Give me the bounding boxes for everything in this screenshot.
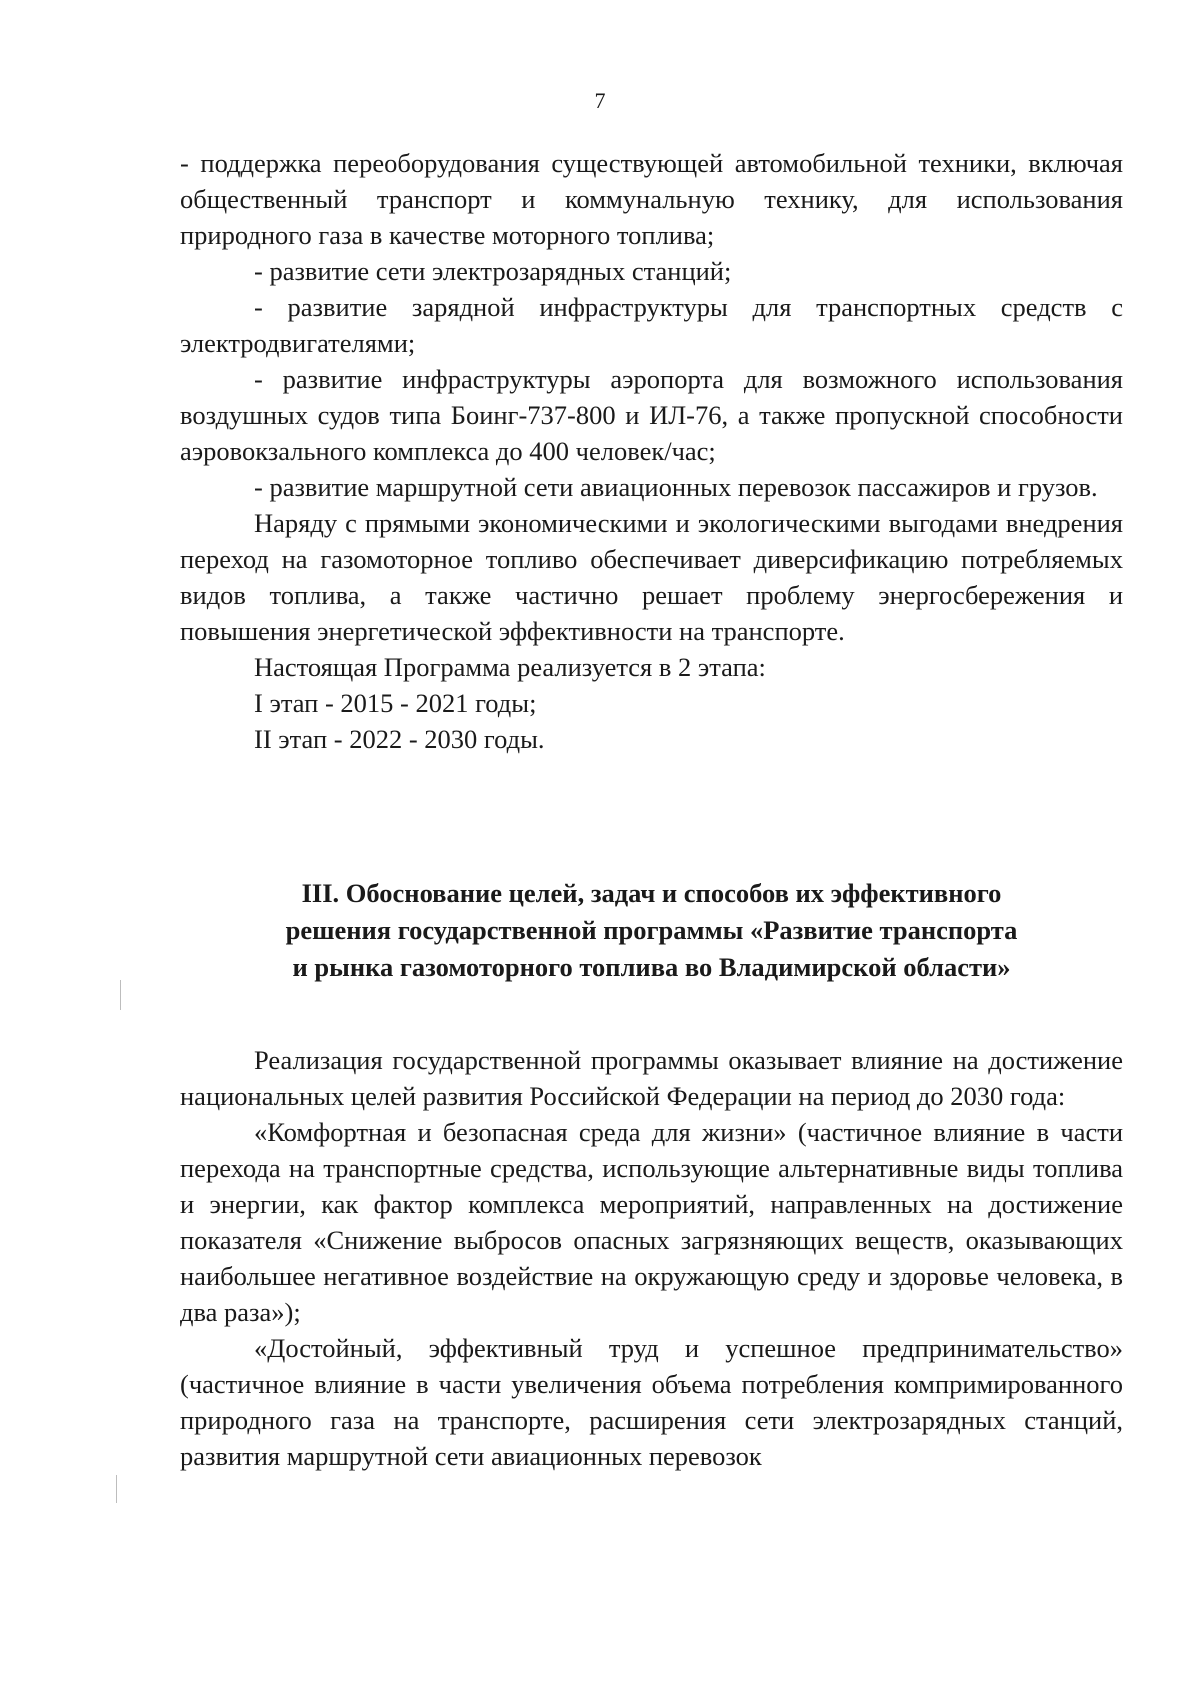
section-heading-line-2: решения государственной программы «Развитие транспорта — [285, 915, 1018, 945]
body-text-section-2 — [180, 1042, 1123, 1474]
list-item-gas-conversion: - поддержка переоборудования существующей автомобильной техники, включая общественный транспорт и коммунальную технику, для использования природного газа в качестве моторного топлива; — [180, 148, 1123, 250]
scan-mark-left — [120, 980, 121, 1010]
list-item-aviation-routes: - развитие маршрутной сети авиационных перевозок пассажиров и грузов. — [254, 472, 1098, 502]
page-number: 7 — [594, 88, 606, 113]
paragraph-comfortable-environment: «Комфортная и безопасная среда для жизни» (частичное влияние в части перехода на транспортные средства, использующие альтернативные виды топлива и энергии, как фактор комплекса мероприятий, направленных на достижение показателя «Снижение выбросов опасных загрязняющих веществ, оказывающих наибольшее негативное воздействие на окружающую среду и здоровье человека, в два раза»); — [180, 1117, 1123, 1327]
paragraph-stages-intro: Настоящая Программа реализуется в 2 этапа: — [254, 652, 766, 682]
stage-2: II этап - 2022 - 2030 годы. — [254, 724, 545, 754]
scan-mark-left-lower — [116, 1475, 117, 1503]
paragraph-benefits: Наряду с прямыми экономическими и экологическими выгодами внедрения переход на газомоторное топливо обеспечивает диверсификацию потребляемых видов топлива, а также частично решает проблему энергосбережения и повышения энергетической эффективности на транспорте. — [180, 508, 1123, 646]
section-heading-line-3: и рынка газомоторного топлива во Владимирской области» — [292, 952, 1011, 982]
paragraph-decent-work: «Достойный, эффективный труд и успешное предпринимательство» (частичное влияние в части увеличения объема потребления компримированного природного газа на транспорте, расширения сети электрозарядных станций, развития маршрутной сети авиационных перевозок — [180, 1333, 1123, 1471]
stage-1: I этап - 2015 - 2021 годы; — [254, 688, 537, 718]
body-text-section-1 — [180, 145, 1123, 757]
section-heading — [180, 875, 1123, 986]
list-item-charging-stations: - развитие сети электрозарядных станций; — [254, 256, 732, 286]
paragraph-national-goals: Реализация государственной программы оказывает влияние на достижение национальных целей развития Российской Федерации на период до 2030 года: — [180, 1045, 1123, 1111]
section-heading-line-1: III. Обоснование целей, задач и способов их эффективного — [301, 878, 1002, 908]
list-item-airport-infrastructure: - развитие инфраструктуры аэропорта для возможного использования воздушных судов типа Боинг-737-800 и ИЛ-76, а также пропускной способности аэровокзального комплекса до 400 человек/час; — [180, 364, 1123, 466]
list-item-charging-infrastructure: - развитие зарядной инфраструктуры для транспортных средств с электродвигателями; — [180, 292, 1123, 358]
